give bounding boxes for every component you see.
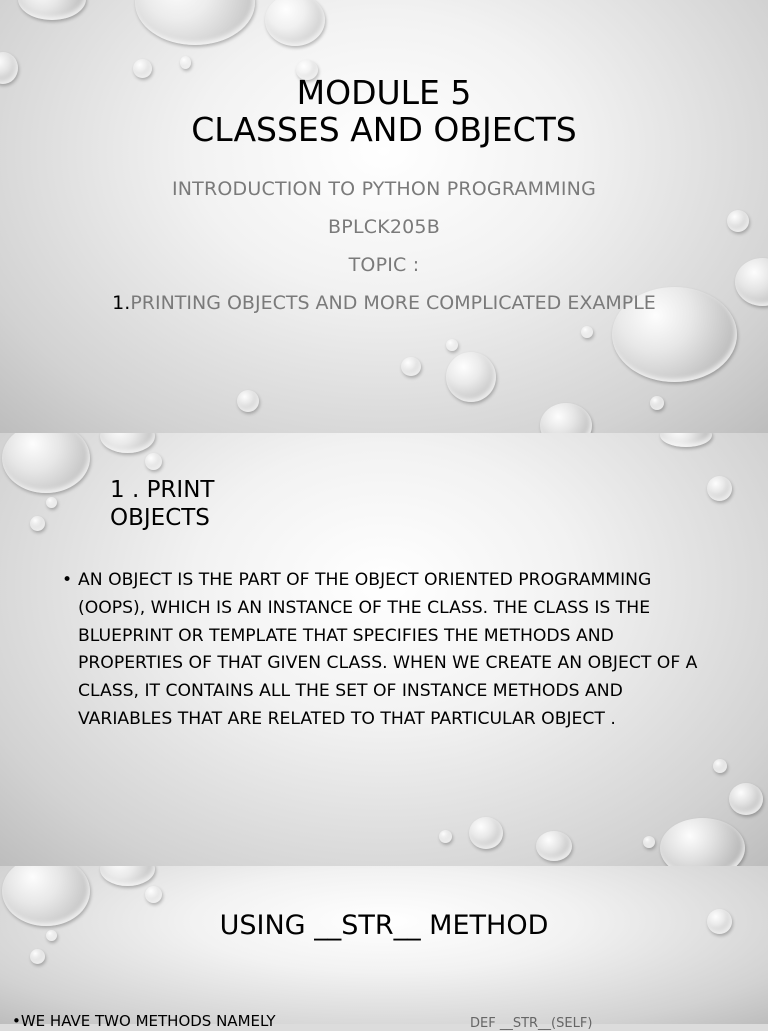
water-drop <box>180 56 191 69</box>
partial-code-text: DEF __STR__(SELF) <box>470 1016 593 1031</box>
topic-item <box>110 288 658 319</box>
water-drop <box>713 759 727 773</box>
water-drop <box>30 516 45 531</box>
water-drop <box>540 403 592 433</box>
water-drop <box>660 433 712 447</box>
slide-1 <box>0 0 768 433</box>
water-drop <box>446 339 458 351</box>
water-drop <box>707 476 732 501</box>
section-heading-print-objects <box>110 476 214 532</box>
heading-line-2: OBJECTS <box>110 505 210 531</box>
title-line-classes: CLASSES AND OBJECTS <box>191 110 577 149</box>
bullet-item <box>62 567 712 734</box>
section-heading-str-method: USING __STR__ METHOD <box>219 910 549 941</box>
bullet-text: AN OBJECT IS THE PART OF THE OBJECT ORIENTED PROGRAMMING (OOPS), WHICH IS AN INSTANCE OF THE CLASS. THE CLASS IS THE BLUEPRINT OR TEMPLATE THAT SPECIFIES THE METHODS AND PROPERTIES OF THAT GIVEN CLASS. WHEN WE CREATE AN OBJECT OF A CLASS, IT CONTAINS ALL THE SET OF INSTANCE METHODS AND VARIABLES THAT ARE RELATED TO THAT PARTICULAR OBJECT . <box>78 570 698 729</box>
water-drop <box>536 831 572 861</box>
slide-title <box>0 74 768 148</box>
water-drop <box>643 836 655 848</box>
water-drop <box>145 453 162 470</box>
partial-bullet-text: •WE HAVE TWO METHODS NAMELY <box>12 1012 276 1030</box>
water-drop <box>650 396 664 410</box>
water-drop <box>30 949 45 964</box>
bullet-marker: • <box>62 570 73 590</box>
water-drop <box>237 390 259 412</box>
heading-line-1: 1 . PRINT <box>110 477 215 503</box>
water-drop <box>265 0 325 46</box>
topic-text: PRINTING OBJECTS AND MORE COMPLICATED EXAMPLE <box>130 292 656 314</box>
water-drop <box>446 352 496 402</box>
water-drop <box>18 0 86 20</box>
subtitle-code: BPLCK205B <box>328 216 440 238</box>
water-drop <box>729 783 763 815</box>
water-drop <box>660 818 745 866</box>
water-drop <box>401 357 421 376</box>
slide-3 <box>0 866 768 1024</box>
water-drop <box>469 817 503 849</box>
water-drop <box>581 326 593 338</box>
water-drop <box>100 433 155 453</box>
subtitle-course: INTRODUCTION TO PYTHON PROGRAMMING <box>171 178 597 200</box>
title-line-module: MODULE 5 <box>296 73 472 112</box>
water-drop <box>100 866 155 886</box>
water-drop <box>2 433 90 493</box>
topic-number: 1. <box>112 292 131 314</box>
water-drop <box>439 830 452 843</box>
water-drop <box>46 497 57 508</box>
water-drop <box>145 886 162 903</box>
subtitle-topic: TOPIC : <box>348 254 420 276</box>
water-drop <box>135 0 255 45</box>
